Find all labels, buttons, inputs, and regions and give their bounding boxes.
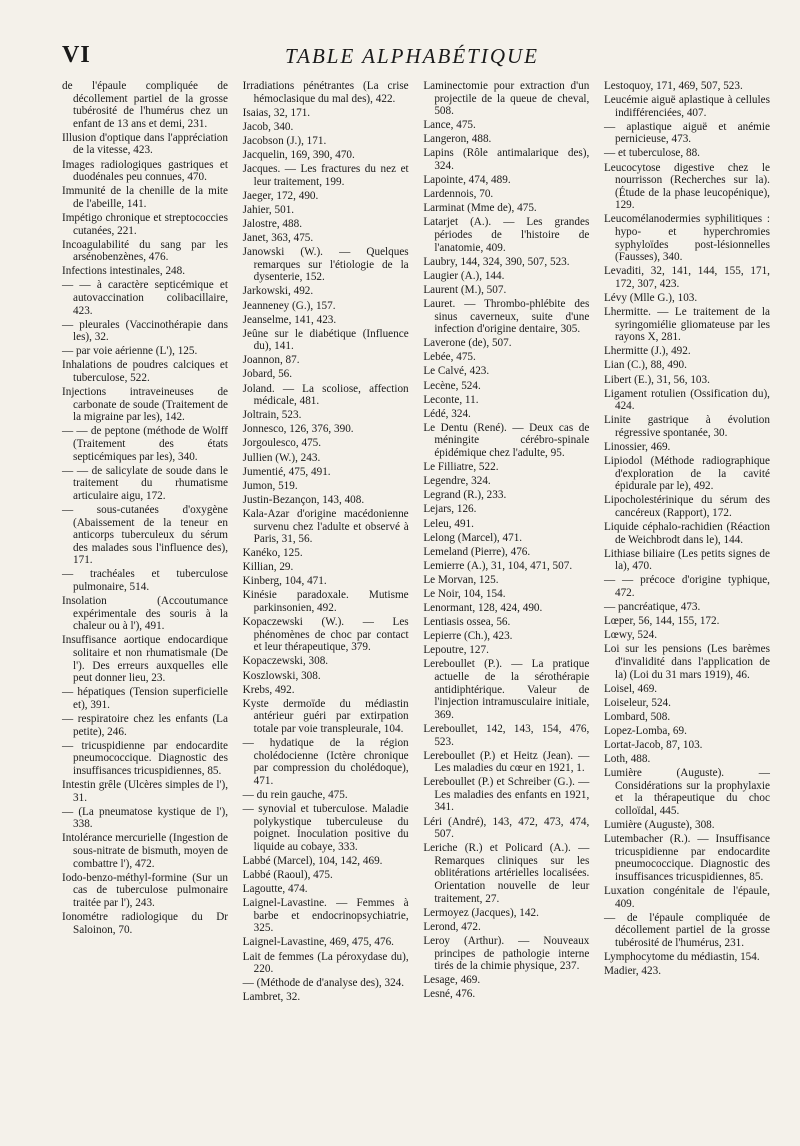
index-entry: — — précoce d'origine typhique, 472.	[603, 574, 770, 600]
index-entry: Images radiologiques gastriques et duodénales peu connues, 470.	[62, 158, 228, 184]
index-entry: Liquide céphalo-rachidien (Réaction de Weichbrodt dans le), 144.	[603, 521, 770, 546]
index-entry: Lédé, 324.	[423, 407, 471, 420]
index-entry: Lapins (Rôle antimalarique des), 324.	[423, 147, 590, 173]
index-entry: Lortat-Jacob, 87, 103.	[603, 739, 703, 752]
index-entry: Lardennois, 70.	[423, 188, 494, 201]
index-entry: Kinberg, 104, 471.	[242, 575, 327, 588]
index-entry: Joannon, 87.	[242, 354, 300, 367]
index-entry: Jullien (W.), 243.	[242, 451, 321, 464]
index-entry: Lejars, 126.	[423, 503, 477, 516]
index-entry: Lœwy, 524.	[603, 629, 657, 642]
index-entry: Lévy (Mlle G.), 103.	[603, 292, 698, 304]
index-entry: Lesné, 476.	[423, 988, 476, 1001]
index-entry: Lerond, 472.	[423, 920, 481, 933]
index-entry: Isaias, 32, 171.	[242, 106, 311, 119]
index-entry: Jacob, 340.	[242, 120, 294, 133]
index-entry: Ionométre radiologique du Dr Saloinon, 70.	[62, 910, 228, 936]
index-entry: Lait de femmes (La péroxydase du), 220.	[242, 950, 409, 976]
index-entry: Lutembacher (R.). — Insuffisance tricuspidienne par endocardite pneumococcique. Diagnostic des insuffisances tricuspidiennes, 85.	[603, 833, 770, 884]
index-entry: Lombard, 508.	[603, 710, 671, 723]
index-entry: Langeron, 488.	[423, 133, 492, 146]
index-entry: — hépatiques (Tension superficielle et), 391.	[62, 686, 228, 711]
index-entry: — et tuberculose, 88.	[603, 147, 700, 160]
index-entry: Jonnesco, 126, 376, 390.	[242, 423, 354, 436]
index-entry: Legrand (R.), 233.	[423, 489, 507, 502]
index-entry: Le Dentu (René). — Deux cas de méningite cérébro-spinale épidémique chez l'adulte, 95.	[423, 421, 590, 460]
index-entry: Labbé (Raoul), 475.	[242, 868, 333, 881]
index-entry: Leucomélanodermies syphilitiques : hypo- et hyperchromies syphyloïdes post-lésionnelles (Fausses), 340.	[603, 213, 770, 264]
index-entry: Lemeland (Pierre), 476.	[423, 545, 531, 558]
index-entry: Koszlowski, 308.	[242, 669, 321, 682]
index-columns	[62, 80, 770, 1140]
index-entry: Jumon, 519.	[242, 479, 298, 492]
index-entry: Joltrain, 523.	[242, 409, 302, 422]
index-entry: — sous-cutanées d'oxygène (Abaissement de la teneur en anticorps tuberculeux du sérum des malades sous l'influence des), 171.	[62, 504, 228, 567]
index-entry: — — de peptone (méthode de Wolff (Traitement des états septicémiques par les), 340.	[62, 425, 228, 463]
index-entry: Lopez-Lomba, 69.	[603, 725, 687, 737]
index-column-3	[423, 80, 589, 1140]
page-header	[62, 42, 762, 74]
index-entry: Loth, 488.	[603, 753, 651, 766]
index-entry: Ligament rotulien (Ossification du), 424.	[603, 387, 770, 413]
index-entry: Lœper, 56, 144, 155, 172.	[603, 615, 720, 628]
index-entry: Lagoutte, 474.	[242, 883, 308, 896]
index-entry: Lumière (Auguste), 308.	[603, 819, 715, 832]
index-entry: de l'épaule compliquée de décollement partiel de la grosse tubérosité de l'humérus chez un enfant de 13 ans et demi, 231.	[62, 80, 228, 130]
index-entry: Janowski (W.). — Quelques remarques sur l'étiologie de la dysenterie, 152.	[242, 246, 409, 284]
index-entry: Jeûne sur le diabétique (Influence du), 141.	[242, 327, 409, 353]
index-entry: Madier, 423.	[603, 965, 661, 978]
index-entry: Injections intraveineuses de carbonate de soude (Traitement de la migraine par les), 142.	[62, 386, 228, 424]
index-column-2	[243, 80, 409, 1140]
index-entry: Libert (E.), 31, 56, 103.	[603, 373, 710, 386]
index-entry: Jarkowski, 492.	[242, 285, 314, 298]
index-entry: Impétigo chronique et streptococcies cutanées, 221.	[62, 211, 228, 237]
index-entry: Lemierre (A.), 31, 104, 471, 507.	[423, 559, 573, 572]
index-entry: Lhermitte. — Le traitement de la syringomiélie gliomateuse par les rayons X, 281.	[603, 306, 770, 344]
index-column-1	[62, 80, 228, 1140]
index-entry: Kala-Azar d'origine macédonienne survenu chez l'adulte et observé à Paris, 31, 56.	[242, 507, 409, 546]
index-entry: Jaeger, 172, 490.	[242, 189, 319, 202]
index-entry: Lauret. — Thrombo-phlébite des sinus caverneux, suite d'une infection d'origine dentaire, 305.	[423, 298, 590, 336]
index-entry: — par voie aérienne (L'), 125.	[62, 345, 198, 358]
page-number: VI	[62, 42, 91, 68]
index-entry: Laubry, 144, 324, 390, 507, 523.	[423, 255, 570, 268]
index-entry: Lebée, 475.	[423, 351, 476, 364]
index-entry: Leleu, 491.	[423, 517, 474, 530]
index-entry: Justin-Bezançon, 143, 408.	[242, 493, 365, 506]
index-entry: Leconte, 11.	[423, 393, 479, 406]
index-entry: Le Morvan, 125.	[423, 573, 499, 586]
index-entry: Leriche (R.) et Policard (A.). — Remarques cliniques sur les oblitérations artérielles localisées. Orientation nouvelle de leur traitement, 27.	[423, 842, 590, 905]
index-entry: — pleurales (Vaccinothérapie dans les), 32.	[62, 318, 228, 344]
index-entry: Lambret, 32.	[242, 991, 301, 1004]
index-entry: Loi sur les pensions (Les barèmes d'invalidité dans l'application de la) (Loi du 31 mars 1919), 46.	[603, 643, 770, 681]
index-entry: — de l'épaule compliquée de décollement partiel de la grosse tubérosité de l'humérus, 231.	[603, 911, 770, 949]
index-column-4	[604, 80, 770, 1140]
index-entry: Laurent (M.), 507.	[423, 283, 507, 296]
index-entry: Illusion d'optique dans l'appréciation de la vitesse, 423.	[62, 131, 228, 157]
index-entry: Lapointe, 474, 489.	[423, 174, 511, 187]
index-entry: Jacobson (J.), 171.	[242, 134, 327, 147]
index-entry: Larminat (Mme de), 475.	[423, 202, 537, 215]
index-entry: — trachéales et tuberculose pulmonaire, 514.	[62, 568, 228, 594]
index-entry: — (Méthode de d'analyse des), 324.	[242, 977, 405, 990]
index-entry: Kinésie paradoxale. Mutisme parkinsonien, 492.	[242, 589, 409, 615]
index-entry: — du rein gauche, 475.	[242, 788, 348, 801]
index-entry: Lance, 475.	[423, 119, 476, 132]
index-entry: Janet, 363, 475.	[242, 232, 314, 245]
index-entry: Lhermitte (J.), 492.	[603, 345, 691, 358]
index-entry: — (La pneumatose kystique de l'), 338.	[62, 805, 228, 831]
index-entry: Le Noir, 104, 154.	[423, 587, 506, 600]
index-entry: Jacques. — Les fractures du nez et leur traitement, 199.	[242, 163, 409, 188]
index-entry: Killian, 29.	[242, 561, 294, 574]
index-entry: — — à caractère septicémique et autovaccination colibacillaire, 423.	[62, 279, 228, 317]
index-entry: Lestoquoy, 171, 469, 507, 523.	[603, 80, 743, 92]
index-entry: Lian (C.), 88, 490.	[603, 359, 687, 372]
index-entry: Intolérance mercurielle (Ingestion de sous-nitrate de bismuth, moyen de combattre l'), 472.	[62, 832, 228, 870]
index-entry: Linite gastrique à évolution régressive spontanée, 30.	[603, 414, 770, 439]
index-entry: Lereboullet (P.) et Heitz (Jean). — Les maladies du cœur en 1921, 1.	[423, 749, 590, 775]
index-entry: Legendre, 324.	[423, 475, 491, 488]
index-entry: Lelong (Marcel), 471.	[423, 531, 523, 544]
index-entry: Lecène, 524.	[423, 379, 481, 392]
index-entry: Lymphocytome du médiastin, 154.	[603, 951, 760, 964]
index-entry: Laignel-Lavastine. — Femmes à barbe et endocrinopsychiatrie, 325.	[242, 897, 409, 935]
index-entry: Joland. — La scoliose, affection médicale, 481.	[242, 382, 409, 408]
index-entry: Laverone (de), 507.	[423, 337, 512, 350]
running-title: TABLE ALPHABÉTIQUE	[285, 44, 539, 68]
index-entry: Lentiasis ossea, 56.	[423, 616, 511, 629]
index-entry: Le Filliatre, 522.	[423, 461, 499, 474]
index-entry: Lumière (Auguste). — Considérations sur la prophylaxie et la thérapeutique du choc colloïdal, 445.	[603, 767, 770, 818]
index-entry: Kanéko, 125.	[242, 547, 303, 560]
index-entry: Jahier, 501.	[242, 203, 295, 216]
index-entry: Laminectomie pour extraction d'un projectile de la queue de cheval, 508.	[423, 80, 590, 118]
index-entry: — tricuspidienne par endocardite pneumococcique. Diagnostic des insuffisances tricuspidiennes, 85.	[62, 739, 228, 777]
index-entry: Kopaczewski (W.). — Les phénomènes de choc par contact et leur thérapeutique, 379.	[242, 616, 409, 654]
index-entry: — aplastique aiguë et anémie pernicieuse, 473.	[603, 120, 770, 146]
index-entry: Levaditi, 32, 141, 144, 155, 171, 172, 307, 423.	[603, 265, 770, 290]
index-entry: Insolation (Accoutumance expérimentale des souris à la chaleur ou à l'), 491.	[62, 595, 228, 633]
index-entry: Le Calvé, 423.	[423, 365, 490, 378]
index-entry: Leucémie aiguë aplastique à cellules indifférenciées, 407.	[603, 94, 770, 119]
index-entry: Iodo-benzo-méthyl-formine (Sur un cas de tuberculose pulmonaire traitée par l'), 243.	[62, 871, 228, 909]
index-entry: Jacquelin, 169, 390, 470.	[242, 148, 355, 161]
index-entry: Labbé (Marcel), 104, 142, 469.	[242, 854, 383, 867]
index-entry: Jorgoulesco, 475.	[242, 437, 322, 450]
index-entry: Irradiations pénétrantes (La crise hémoclasique du mal des), 422.	[242, 80, 409, 105]
index-entry: Jobard, 56.	[242, 368, 293, 381]
index-entry: Jeanselme, 141, 423.	[242, 313, 337, 326]
index-entry: — — de salicylate de soude dans le traitement du rhumatisme articulaire aigu, 172.	[62, 464, 228, 502]
index-entry: Lenormant, 128, 424, 490.	[423, 602, 543, 615]
index-entry: Leroy (Arthur). — Nouveaux principes de pathologie interne tirés de la chimie physique, 237.	[423, 934, 590, 973]
index-entry: Lepoutre, 127.	[423, 644, 489, 657]
index-entry: Kopaczewski, 308.	[242, 655, 329, 668]
index-entry: Lereboullet (P.). — La pratique actuelle de la sérothérapie antidiphtérique. Valeur de l'injection intramusculaire initiale, 369.	[423, 658, 590, 721]
index-entry: Insuffisance aortique endocardique solitaire et non rhumatismale (De l'). Des erreurs auxquelles elle peut donner lieu, 23.	[62, 634, 228, 685]
index-entry: Lereboullet, 142, 143, 154, 476, 523.	[423, 722, 590, 748]
index-entry: Jalostre, 488.	[242, 217, 303, 230]
index-entry: Lipiodol (Méthode radiographique d'exploration de la cavité épidurale par le), 492.	[603, 455, 770, 493]
index-entry: Jumentié, 475, 491.	[242, 465, 331, 478]
index-entry: Lepierre (Ch.), 423.	[423, 630, 513, 643]
index-entry: — hydatique de la région cholédocienne (Ictère chronique par compression du cholédoque), 471.	[242, 737, 409, 787]
index-entry: — pancréatique, 473.	[603, 601, 701, 614]
index-entry: Leucocytose digestive chez le nourrisson (Recherches sur la). (Étude de la phase leucopénique), 129.	[603, 161, 770, 212]
index-entry: Lipocholestérinique du sérum des cancéreux (Rapport), 172.	[603, 494, 770, 519]
index-entry: Lereboullet (P.) et Schreiber (G.). — Les maladies des enfants en 1921, 341.	[423, 776, 590, 814]
index-entry: Inhalations de poudres calciques et tuberculose, 522.	[62, 359, 228, 385]
index-entry: Lithiase biliaire (Les petits signes de la), 470.	[603, 547, 770, 573]
index-entry: Loiseleur, 524.	[603, 696, 671, 709]
index-entry: Luxation congénitale de l'épaule, 409.	[603, 885, 770, 910]
index-entry: — respiratoire chez les enfants (La petite), 246.	[62, 713, 228, 738]
index-entry: Loisel, 469.	[603, 682, 658, 695]
index-entry: Intestin grêle (Ulcères simples de l'), 31.	[62, 778, 228, 804]
index-entry: Latarjet (A.). — Les grandes périodes de l'histoire de l'anatomie, 409.	[423, 216, 590, 254]
index-entry: Lesage, 469.	[423, 974, 481, 987]
index-entry: — synovial et tuberculose. Maladie polykystique tuberculeuse du poignet. Inoculation positive du liquide au cobaye, 333.	[242, 802, 409, 853]
index-entry: Infections intestinales, 248.	[62, 265, 186, 278]
index-entry: Lermoyez (Jacques), 142.	[423, 906, 539, 919]
index-entry: Linossier, 469.	[603, 441, 671, 454]
index-entry: Immunité de la chenille de la mite de l'abeille, 141.	[62, 185, 228, 210]
index-entry: Incoagulabilité du sang par les arsénobenzènes, 476.	[62, 238, 228, 264]
index-entry: Léri (André), 143, 472, 473, 474, 507.	[423, 815, 590, 841]
index-entry: Jeanneney (G.), 157.	[242, 299, 336, 312]
index-entry: Laugier (A.), 144.	[423, 269, 505, 282]
index-entry: Krebs, 492.	[242, 683, 295, 696]
index-entry: Laignel-Lavastine, 469, 475, 476.	[242, 936, 394, 949]
index-entry: Kyste dermoïde du médiastin antérieur guéri par extirpation totale par voie transpleurale, 104.	[242, 697, 409, 735]
